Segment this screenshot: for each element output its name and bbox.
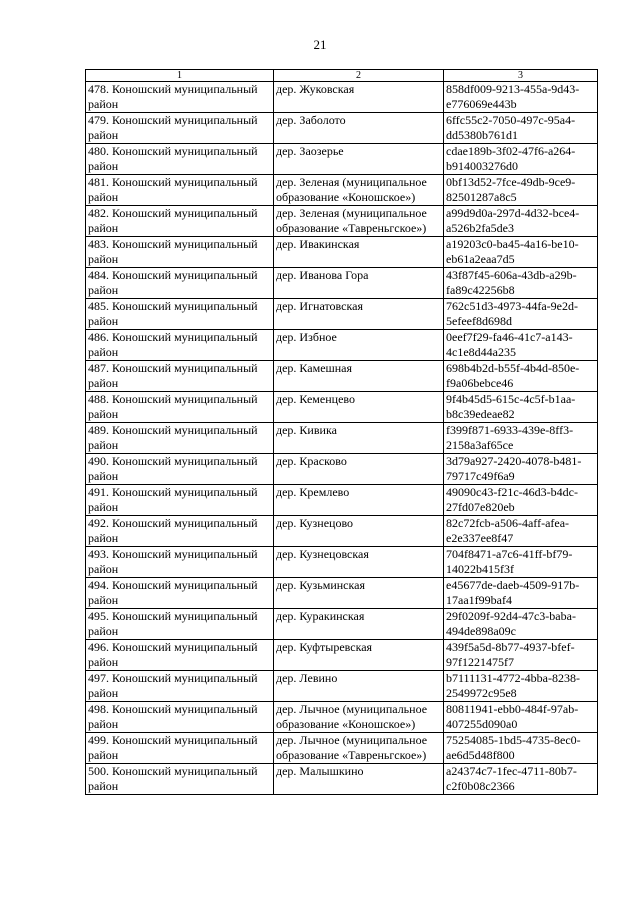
municipality-cell: 500. Коношский муниципальный район [86, 764, 274, 795]
table-row [86, 299, 598, 330]
municipality-cell: 483. Коношский муниципальный район [86, 237, 274, 268]
table-row [86, 764, 598, 795]
settlement-cell: дер. Кузнецовская [274, 547, 444, 578]
column-header-3: 3 [444, 70, 598, 82]
column-header-2: 2 [274, 70, 444, 82]
settlement-cell: дер. Кремлево [274, 485, 444, 516]
municipality-cell: 479. Коношский муниципальный район [86, 113, 274, 144]
code-cell: 6ffc55c2-7050-497c-95a4-dd5380b761d1 [444, 113, 598, 144]
column-header-1: 1 [86, 70, 274, 82]
municipality-cell: 497. Коношский муниципальный район [86, 671, 274, 702]
table-row [86, 671, 598, 702]
municipality-cell: 493. Коношский муниципальный район [86, 547, 274, 578]
code-cell: 3d79a927-2420-4078-b481-79717c49f6a9 [444, 454, 598, 485]
table-row [86, 82, 598, 113]
table-header [86, 70, 598, 82]
settlement-cell: дер. Левино [274, 671, 444, 702]
table-row [86, 144, 598, 175]
settlement-cell: дер. Кузнецово [274, 516, 444, 547]
municipality-cell: 486. Коношский муниципальный район [86, 330, 274, 361]
settlement-cell: дер. Заозерье [274, 144, 444, 175]
settlement-cell: дер. Красково [274, 454, 444, 485]
municipality-cell: 485. Коношский муниципальный район [86, 299, 274, 330]
municipality-cell: 484. Коношский муниципальный район [86, 268, 274, 299]
code-cell: f399f871-6933-439e-8ff3-2158a3af65ce [444, 423, 598, 454]
settlement-cell: дер. Кивика [274, 423, 444, 454]
municipality-cell: 488. Коношский муниципальный район [86, 392, 274, 423]
municipality-cell: 490. Коношский муниципальный район [86, 454, 274, 485]
code-cell: 80811941-ebb0-484f-97ab-407255d090a0 [444, 702, 598, 733]
code-cell: 43f87f45-606a-43db-a29b-fa89c42256b8 [444, 268, 598, 299]
municipality-cell: 498. Коношский муниципальный район [86, 702, 274, 733]
municipality-cell: 499. Коношский муниципальный район [86, 733, 274, 764]
settlement-cell: дер. Камешная [274, 361, 444, 392]
settlement-cell: дер. Малышкино [274, 764, 444, 795]
settlement-cell: дер. Лычное (муниципальное образование «Тавреньгское») [274, 733, 444, 764]
code-cell: 75254085-1bd5-4735-8ec0-ae6d5d48f800 [444, 733, 598, 764]
table-row [86, 640, 598, 671]
table-row [86, 206, 598, 237]
municipality-cell: 492. Коношский муниципальный район [86, 516, 274, 547]
code-cell: 704f8471-a7c6-41ff-bf79-14022b415f3f [444, 547, 598, 578]
settlement-cell: дер. Зеленая (муниципальное образование «Коношское») [274, 175, 444, 206]
settlement-cell: дер. Куракинская [274, 609, 444, 640]
code-cell: 0eef7f29-fa46-41c7-a143-4c1e8d44a235 [444, 330, 598, 361]
settlement-cell: дер. Лычное (муниципальное образование «Коношское») [274, 702, 444, 733]
code-cell: cdae189b-3f02-47f6-a264-b914003276d0 [444, 144, 598, 175]
settlement-cell: дер. Иванова Гора [274, 268, 444, 299]
settlement-cell: дер. Кеменцево [274, 392, 444, 423]
municipality-cell: 491. Коношский муниципальный район [86, 485, 274, 516]
table-row [86, 516, 598, 547]
code-cell: e45677de-daeb-4509-917b-17aa1f99baf4 [444, 578, 598, 609]
settlement-cell: дер. Куфтыревская [274, 640, 444, 671]
settlement-cell: дер. Зеленая (муниципальное образование «Тавреньгское») [274, 206, 444, 237]
table-row [86, 609, 598, 640]
table-row [86, 423, 598, 454]
table-row [86, 237, 598, 268]
table-row [86, 547, 598, 578]
municipality-cell: 494. Коношский муниципальный район [86, 578, 274, 609]
settlement-cell: дер. Игнатовская [274, 299, 444, 330]
municipality-cell: 480. Коношский муниципальный район [86, 144, 274, 175]
code-cell: 0bf13d52-7fce-49db-9ce9-82501287a8c5 [444, 175, 598, 206]
table-row [86, 578, 598, 609]
settlement-registry-table [85, 69, 598, 795]
code-cell: 29f0209f-92d4-47c3-baba-494de898a09c [444, 609, 598, 640]
settlement-cell: дер. Жуковская [274, 82, 444, 113]
header-row [86, 70, 598, 82]
code-cell: 439f5a5d-8b77-4937-bfef-97f1221475f7 [444, 640, 598, 671]
table-row [86, 485, 598, 516]
municipality-cell: 489. Коношский муниципальный район [86, 423, 274, 454]
settlement-cell: дер. Заболото [274, 113, 444, 144]
code-cell: 82c72fcb-a506-4aff-afea-e2e337ee8f47 [444, 516, 598, 547]
page-number: 21 [313, 37, 327, 52]
table-row [86, 454, 598, 485]
table-row [86, 392, 598, 423]
code-cell: 698b4b2d-b55f-4b4d-850e-f9a06bebce46 [444, 361, 598, 392]
municipality-cell: 487. Коношский муниципальный район [86, 361, 274, 392]
settlement-cell: дер. Избное [274, 330, 444, 361]
municipality-cell: 478. Коношский муниципальный район [86, 82, 274, 113]
municipality-cell: 482. Коношский муниципальный район [86, 206, 274, 237]
table-row [86, 702, 598, 733]
municipality-cell: 496. Коношский муниципальный район [86, 640, 274, 671]
code-cell: 49090c43-f21c-46d3-b4dc-27fd07e820eb [444, 485, 598, 516]
municipality-cell: 481. Коношский муниципальный район [86, 175, 274, 206]
code-cell: 9f4b45d5-615c-4c5f-b1aa-b8c39edeae82 [444, 392, 598, 423]
table-row [86, 113, 598, 144]
table-row [86, 330, 598, 361]
table-row [86, 361, 598, 392]
settlement-cell: дер. Кузьминская [274, 578, 444, 609]
settlement-cell: дер. Ивакинская [274, 237, 444, 268]
table-body [86, 82, 598, 795]
table-row [86, 175, 598, 206]
code-cell: a99d9d0a-297d-4d32-bce4-a526b2fa5de3 [444, 206, 598, 237]
table-row [86, 733, 598, 764]
code-cell: 762c51d3-4973-44fa-9e2d-5efeef8d698d [444, 299, 598, 330]
code-cell: 858df009-9213-455a-9d43-e776069e443b [444, 82, 598, 113]
municipality-cell: 495. Коношский муниципальный район [86, 609, 274, 640]
code-cell: a19203c0-ba45-4a16-be10-eb61a2eaa7d5 [444, 237, 598, 268]
code-cell: b7111131-4772-4bba-8238-2549972c95e8 [444, 671, 598, 702]
code-cell: a24374c7-1fec-4711-80b7-c2f0b08c2366 [444, 764, 598, 795]
table-row [86, 268, 598, 299]
